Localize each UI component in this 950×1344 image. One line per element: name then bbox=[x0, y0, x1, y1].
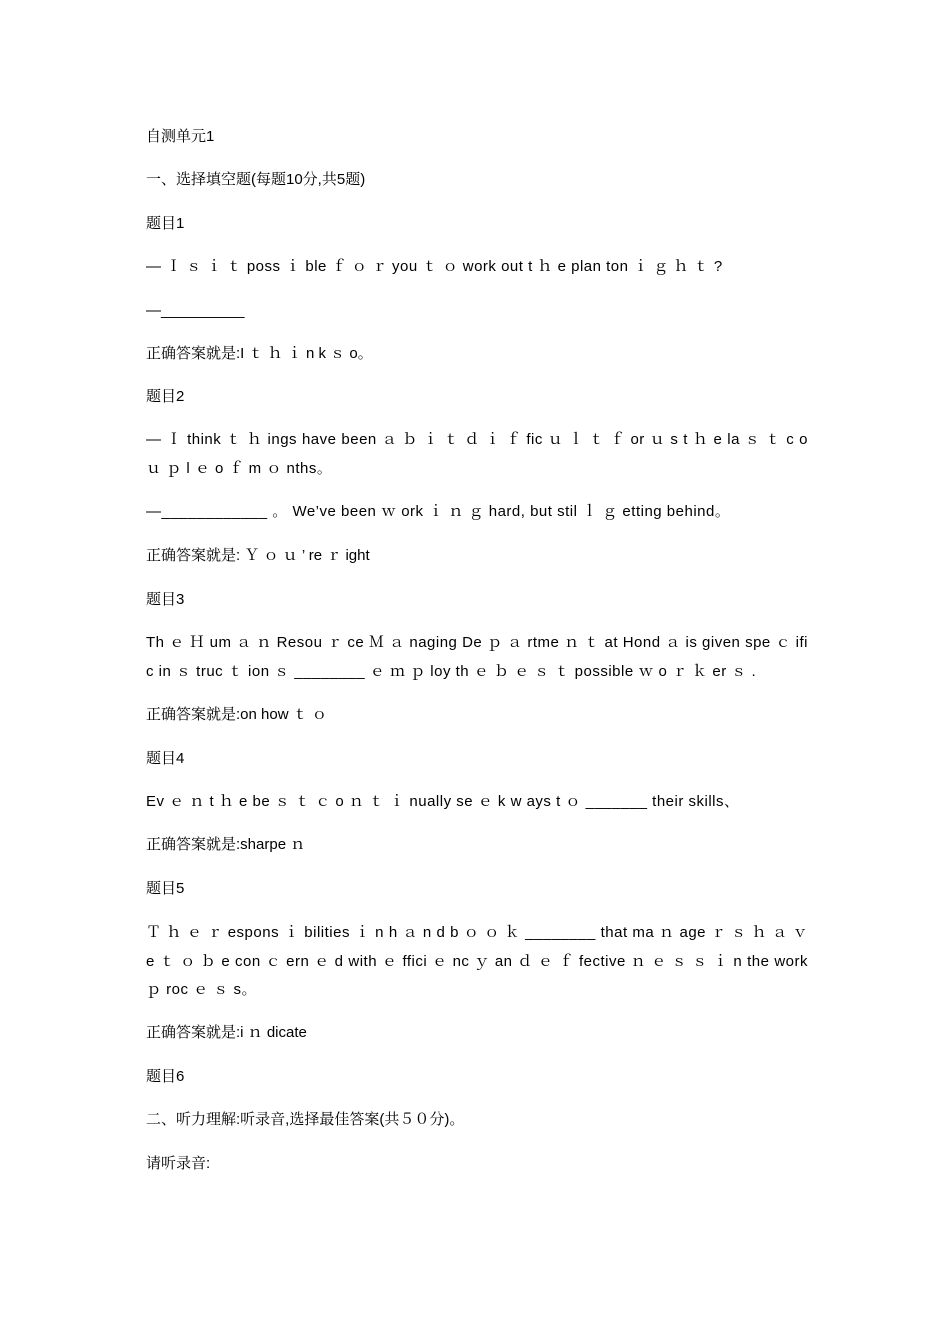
question-6-label: 题目6 bbox=[146, 1068, 185, 1085]
listen-prompt: 请听录音: bbox=[146, 1155, 211, 1172]
question-3-text: Th ｅ Ｈ um ａ ｎ Resou ｒ ce Ｍ ａ naging De ｐ ａ rtme ｎ ｔ at Hond ａ is given spe ｃ ific in ｓ truc ｔ ion ｓ ________ ｅ ｍ ｐ loy th ｅ ｂ ｅ ｓ ｔ possible ｗ o ｒ ｋ er ｓ . bbox=[146, 634, 808, 680]
section1-heading: 一、选择填空题(每题10分,共5题) bbox=[146, 171, 366, 188]
unit-title: 自测单元1 bbox=[146, 128, 215, 145]
section2-heading: 二、听力理解:听录音,选择最佳答案(共５０分)。 bbox=[146, 1111, 465, 1128]
question-2-text: — Ｉ think ｔ ｈ ings have been ａ ｂ ｉ ｔ ｄ ｉ ｆ fic ｕ ｌ ｔ ｆ or ｕ s t ｈ e la ｓ ｔ c o ｕ ｐ l ｅ o ｆ m ｏ nths。 bbox=[146, 431, 808, 477]
question-3-label: 题目3 bbox=[146, 591, 185, 608]
question-5-answer: 正确答案就是:i ｎ dicate bbox=[146, 1024, 307, 1041]
question-4-answer: 正确答案就是:sharpe ｎ bbox=[146, 836, 306, 853]
question-2-answer: 正确答案就是: Ｙ ｏ ｕ ’ re ｒ ight bbox=[146, 547, 370, 564]
question-1-text: — Ｉ ｓ ｉ ｔ poss ｉ ble ｆ ｏ ｒ you ｔ ｏ work out t ｈ e plan ton ｉ ｇ ｈ ｔ ? bbox=[146, 258, 723, 275]
question-2-blank: —____________ 。 We’ve been ｗ ork ｉ ｎ ｇ hard, but stil ｌ ｇ etting behind。 bbox=[146, 503, 731, 520]
question-1-label: 题目1 bbox=[146, 215, 185, 232]
question-5-text: Ｔ ｈ ｅ ｒ espons ｉ bilities ｉ n h ａ n d b ｏ ｏ ｋ ________ that ma ｎ age ｒ ｓ ｈ ａ ｖ e ｔ ｏ ｂ e con ｃ ern ｅ d with ｅ ffici ｅ nc ｙ an ｄ ｅ ｆ fective ｎ ｅ ｓ ｓ ｉ n the work ｐ roc ｅ ｓ s。 bbox=[146, 924, 808, 998]
question-1-answer: 正确答案就是:I ｔ ｈ ｉ n k ｓ o。 bbox=[146, 345, 373, 362]
question-4-label: 题目4 bbox=[146, 750, 185, 767]
question-4-text: Ev ｅ ｎ t ｈ e be ｓ ｔ ｃ o ｎ ｔ ｉ nually se ｅ k w ays t ｏ _______ their skills、 bbox=[146, 793, 740, 810]
question-5-label: 题目5 bbox=[146, 880, 185, 897]
question-1-blank: —__________ bbox=[146, 302, 245, 319]
question-3-answer: 正确答案就是:on how ｔ ｏ bbox=[146, 706, 327, 723]
question-2-label: 题目2 bbox=[146, 388, 185, 405]
